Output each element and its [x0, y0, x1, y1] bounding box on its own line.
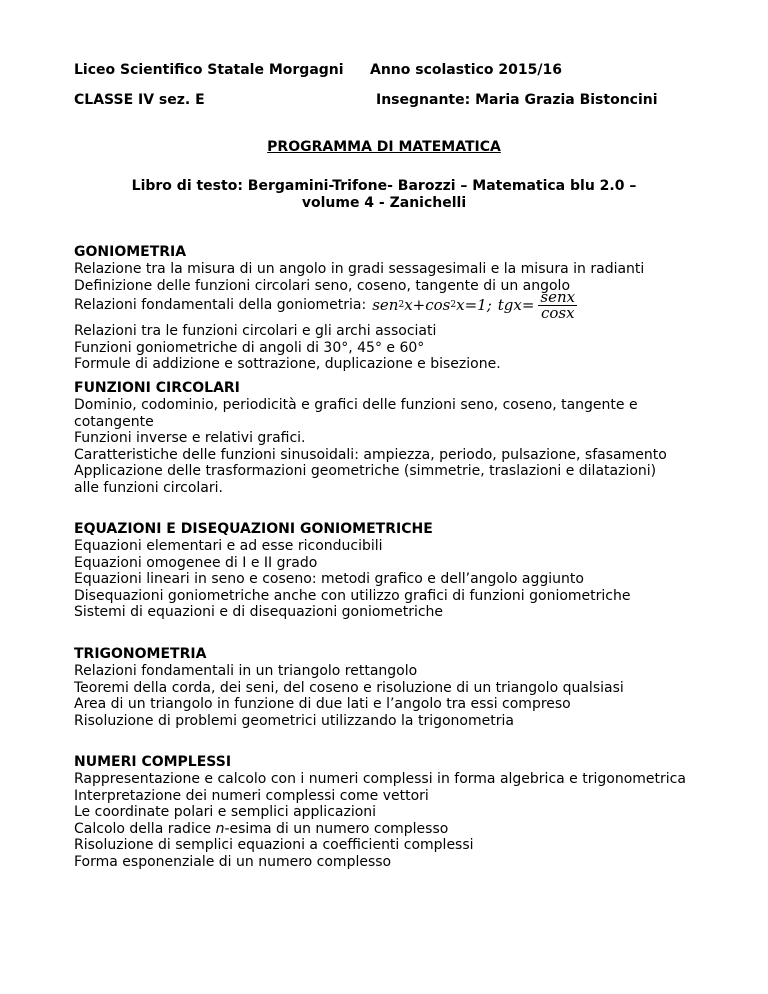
section-equazioni	[74, 521, 728, 621]
text-line: Teoremi della corda, dei seni, del coseno e risoluzione di un triangolo qualsiasi	[74, 679, 624, 696]
text-line: Risoluzione di semplici equazioni a coefficienti complessi	[74, 837, 474, 853]
formula-row	[74, 288, 577, 322]
formula-exp: 2	[450, 300, 457, 310]
text-line: cotangente	[74, 413, 154, 430]
formula-fraction	[538, 287, 577, 322]
section-numeri-complessi	[74, 754, 728, 870]
text-line: Formule di addizione e sottrazione, duplicazione e bisezione.	[74, 356, 501, 372]
text-line: Le coordinate polari e semplici applicazioni	[74, 804, 377, 820]
radice-post: -esima di un numero complesso	[224, 820, 449, 837]
section-trigonometria	[74, 646, 728, 729]
fraction-numerator: senx	[540, 287, 576, 306]
section-heading: EQUAZIONI E DISEQUAZIONI GONIOMETRICHE	[74, 521, 433, 537]
text-line-radice	[74, 821, 728, 838]
text-line: Equazioni elementari e ad esse riconducibili	[74, 538, 383, 554]
section-heading: NUMERI COMPLESSI	[74, 754, 232, 770]
formula-tg: tgx=	[497, 296, 535, 314]
formula-eq: x=1;	[456, 296, 492, 314]
trig-identity-formula	[372, 287, 577, 322]
text-line: Applicazione delle trasformazioni geometriche (simmetrie, traslazioni e dilatazioni)	[74, 463, 657, 479]
text-line: Relazioni fondamentali in un triangolo rettangolo	[74, 663, 418, 679]
radice-pre: Calcolo della radice	[74, 820, 216, 837]
text-line: Equazioni lineari in seno e coseno: metodi grafico e dell’angolo aggiunto	[74, 571, 584, 587]
page-title: PROGRAMMA DI MATEMATICA	[267, 139, 501, 155]
text-line: Funzioni inverse e relativi grafici.	[74, 430, 306, 446]
text-line: Disequazioni goniometriche anche con utilizzo grafici di funzioni goniometriche	[74, 587, 631, 604]
text-line: Area di un triangolo in funzione di due lati e l’angolo tra essi compreso	[74, 696, 571, 712]
formula-label: Relazioni fondamentali della goniometria:	[74, 297, 367, 313]
formula-exp: 2	[398, 300, 405, 310]
class-label: CLASSE IV sez. E	[74, 92, 205, 108]
fraction-denominator: cosx	[540, 303, 575, 322]
section-heading: GONIOMETRIA	[74, 244, 187, 260]
textbook-line-1: Libro di testo: Bergamini-Trifone- Barozzi – Matematica blu 2.0 –	[131, 178, 637, 194]
section-goniometria	[74, 244, 728, 294]
text-line: Relazione tra la misura di un angolo in gradi sessagesimali e la misura in radianti	[74, 261, 645, 277]
goniometria-continued	[74, 323, 728, 373]
teacher-name: Insegnante: Maria Grazia Bistoncini	[376, 92, 658, 108]
textbook-line-2: volume 4 - Zanichelli	[301, 195, 467, 211]
section-heading: FUNZIONI CIRCOLARI	[74, 380, 240, 396]
text-line: Dominio, codominio, periodicità e grafici delle funzioni seno, coseno, tangente e	[74, 397, 638, 413]
text-line: Risoluzione di problemi geometrici utilizzando la trigonometria	[74, 712, 514, 729]
section-heading: TRIGONOMETRIA	[74, 646, 207, 662]
radice-n: n	[215, 820, 225, 837]
text-line: Rappresentazione e calcolo con i numeri complessi in forma algebrica e trigonometrica	[74, 771, 686, 787]
text-line: Interpretazione dei numeri complessi come vettori	[74, 787, 429, 804]
text-line: Equazioni omogenee di I e II grado	[74, 554, 318, 571]
section-funzioni-circolari	[74, 380, 728, 496]
formula-cos: x+cos	[404, 296, 451, 314]
formula-sen: sen	[372, 296, 399, 314]
text-line: Forma esponenziale di un numero complesso	[74, 853, 392, 870]
school-name: Liceo Scientifico Statale Morgagni	[74, 62, 344, 78]
text-line: Sistemi di equazioni e di disequazioni goniometriche	[74, 604, 444, 620]
school-year: Anno scolastico 2015/16	[370, 62, 562, 78]
text-line: Definizione delle funzioni circolari seno, coseno, tangente di un angolo	[74, 277, 571, 294]
text-line: Funzioni goniometriche di angoli di 30°, 45° e 60°	[74, 339, 425, 356]
text-line: alle funzioni circolari.	[74, 479, 223, 496]
text-line: Caratteristiche delle funzioni sinusoidali: ampiezza, periodo, pulsazione, sfasamento	[74, 446, 667, 463]
text-line: Relazioni tra le funzioni circolari e gli archi associati	[74, 323, 437, 339]
